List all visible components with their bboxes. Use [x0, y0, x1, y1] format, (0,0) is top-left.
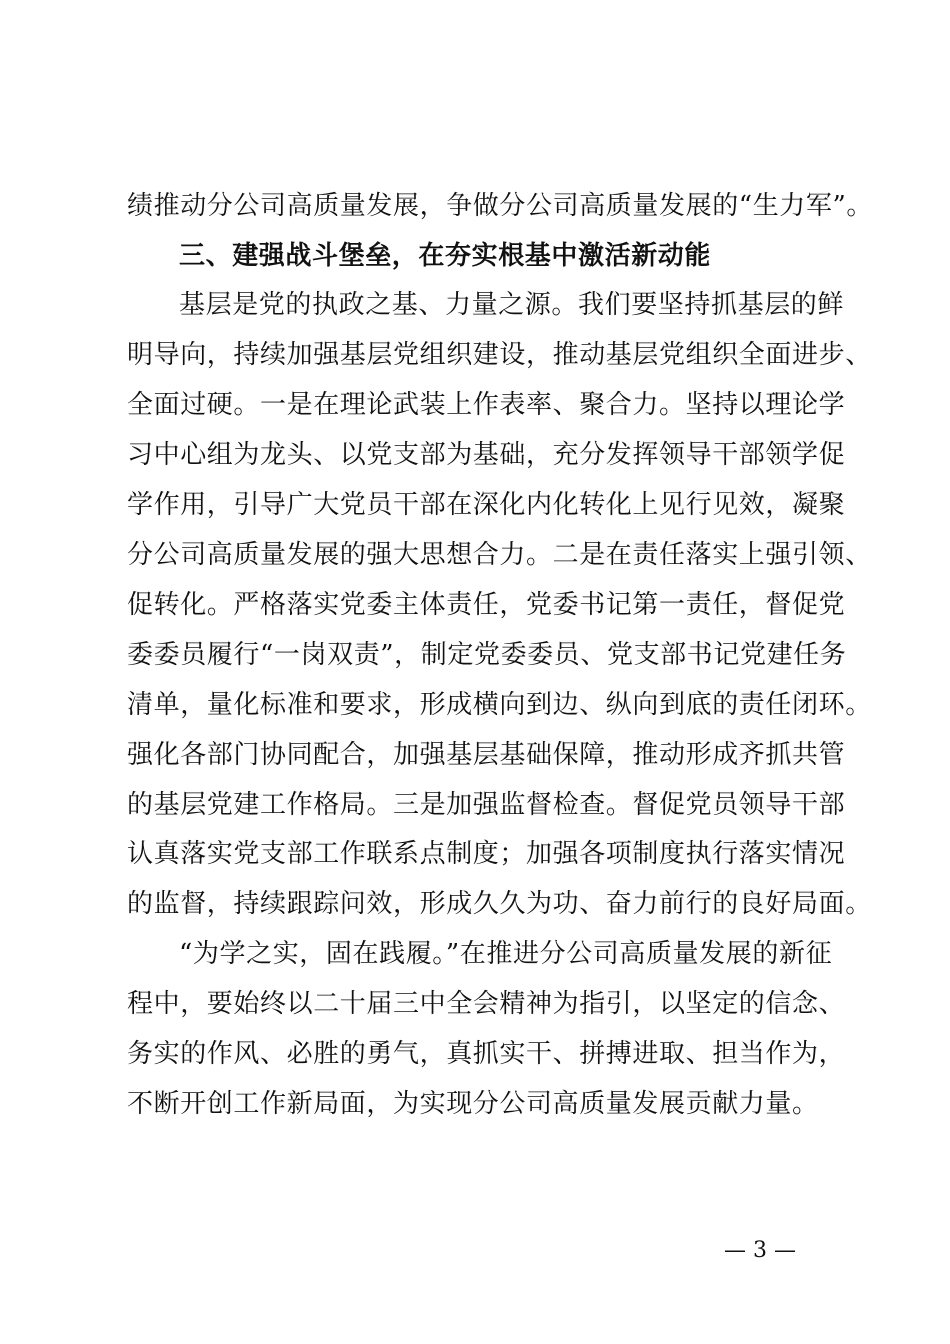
text-line: 的基层党建工作格局。三是加强监督检查。督促党员领导干部	[127, 790, 846, 820]
section-heading: 三、建强战斗堡垒，在夯实根基中激活新动能	[179, 241, 712, 271]
text-line: 基层是党的执政之基、力量之源。我们要坚持抓基层的鲜	[179, 290, 845, 320]
text-line: “为学之实，固在践履。”在推进分公司高质量发展的新征	[179, 939, 833, 969]
text-line: 促转化。严格落实党委主体责任，党委书记第一责任，督促党	[127, 590, 846, 620]
text-line: 绩推动分公司高质量发展，争做分公司高质量发展的“生力军”。	[127, 191, 873, 221]
text-line: 清单，量化标准和要求，形成横向到边、纵向到底的责任闭环。	[127, 690, 872, 720]
text-line: 不断开创工作新局面，为实现分公司高质量发展贡献力量。	[127, 1089, 819, 1119]
text-line: 委委员履行“一岗双责”，制定党委委员、党支部书记党建任务	[127, 640, 847, 670]
text-line: 全面过硬。一是在理论武装上作表率、聚合力。坚持以理论学	[127, 390, 846, 420]
text-line: 程中，要始终以二十届三中全会精神为指引，以坚定的信念、	[127, 989, 846, 1019]
text-line: 学作用，引导广大党员干部在深化内化转化上见行见效，凝聚	[127, 490, 846, 520]
text-line: 习中心组为龙头、以党支部为基础，充分发挥领导干部领学促	[127, 440, 846, 470]
text-line: 务实的作风、必胜的勇气，真抓实干、拼搏进取、担当作为，	[127, 1039, 846, 1069]
text-line: 明导向，持续加强基层党组织建设，推动基层党组织全面进步、	[127, 340, 872, 370]
text-line: 强化各部门协同配合，加强基层基础保障，推动形成齐抓共管	[127, 740, 846, 770]
text-line: 认真落实党支部工作联系点制度；加强各项制度执行落实情况	[127, 839, 846, 869]
text-line: 的监督，持续跟踪问效，形成久久为功、奋力前行的良好局面。	[127, 889, 872, 919]
text-line: 分公司高质量发展的强大思想合力。二是在责任落实上强引领、	[127, 540, 872, 570]
page-number: — 3 —	[724, 1238, 796, 1263]
